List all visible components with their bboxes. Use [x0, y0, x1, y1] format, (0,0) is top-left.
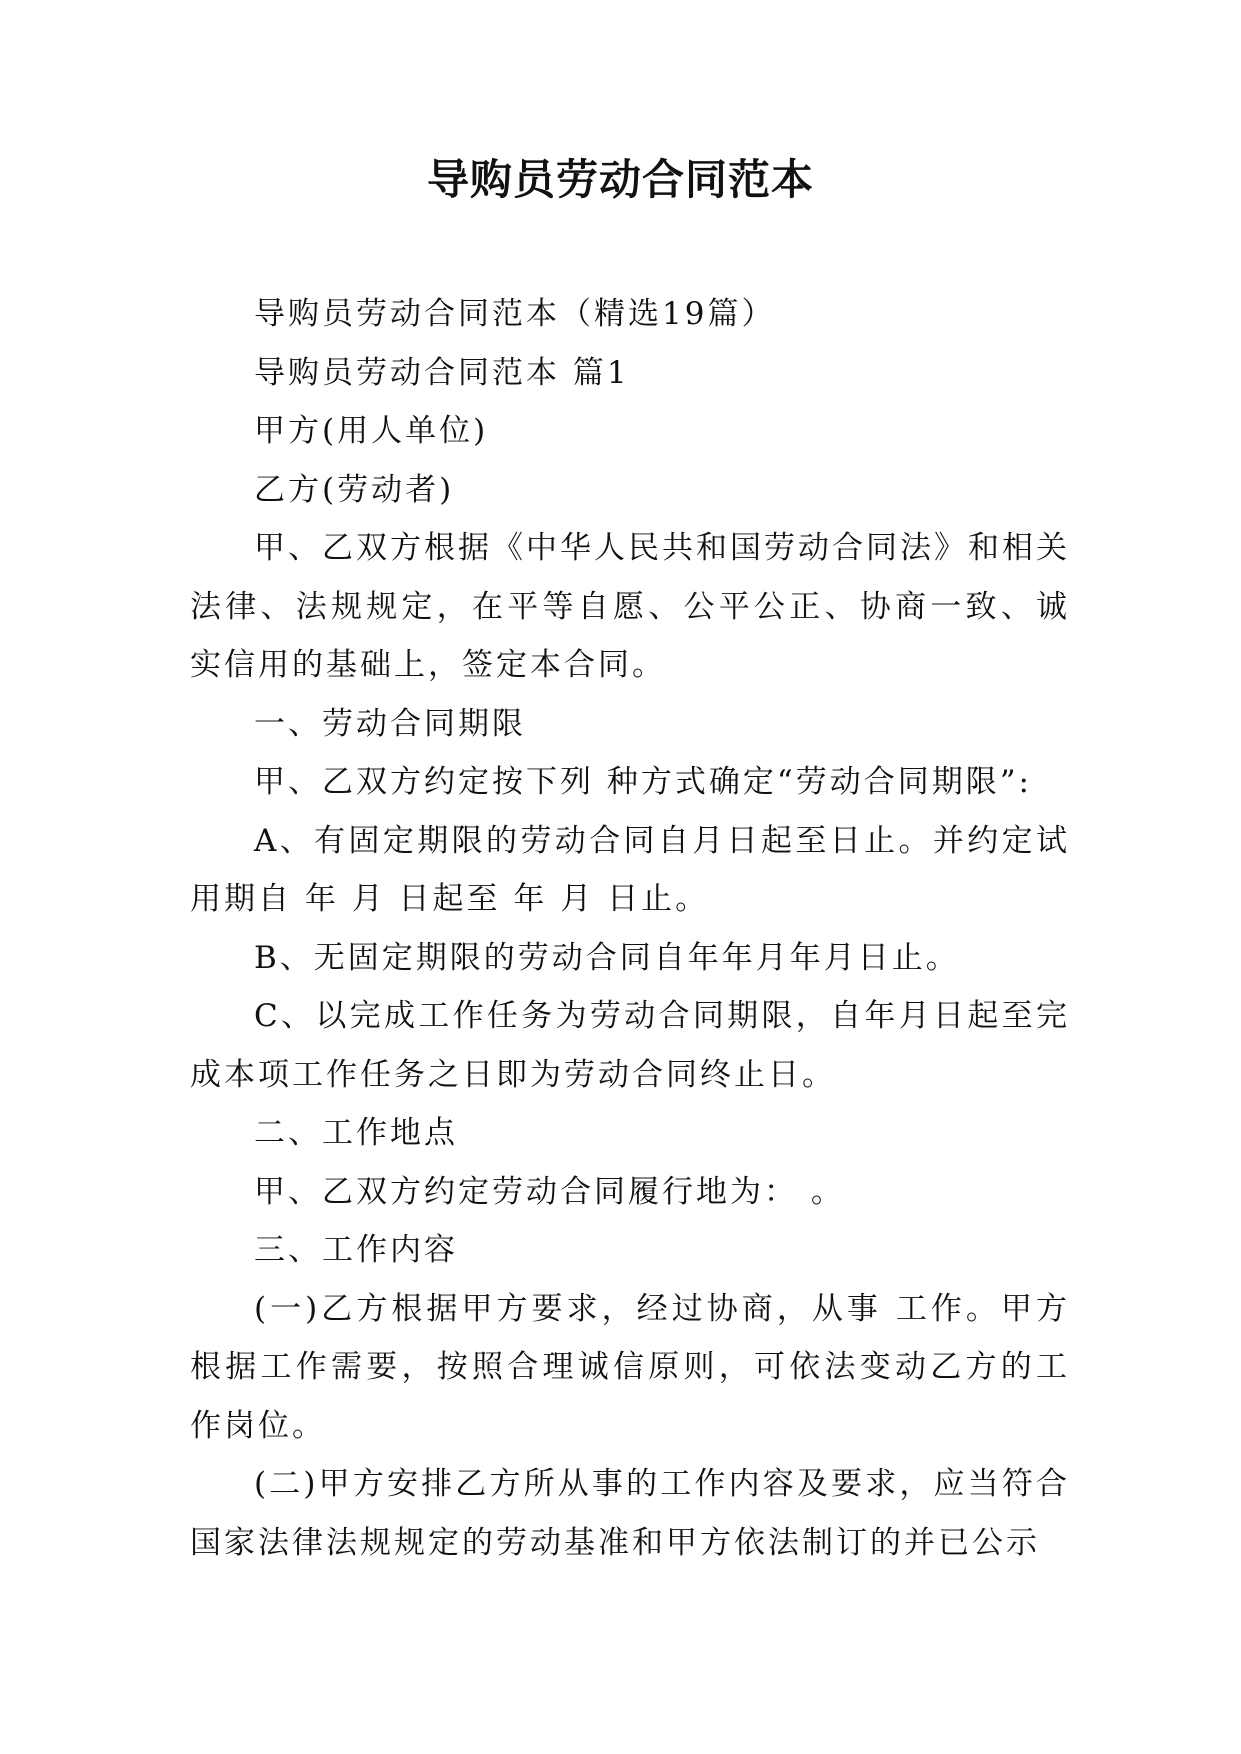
paragraph-party-b: 乙方(劳动者)	[254, 471, 455, 508]
document-body	[190, 285, 1070, 1572]
paragraph-work-content-1: (一)乙方根据甲方要求，经过协商，从事 工作。甲方根据工作需要，按照合理诚信原则，可依法变动乙方的工作岗位。	[190, 1290, 1070, 1444]
paragraph-term-c: C、以完成工作任务为劳动合同期限，自年月日起至完成本项工作任务之日即为劳动合同终止日。	[190, 998, 1070, 1093]
paragraph-term-method: 甲、乙双方约定按下列 种方式确定“劳动合同期限”:	[254, 764, 1032, 800]
heading-work-location: 二、工作地点	[254, 1115, 458, 1151]
paragraph-section-heading: 导购员劳动合同范本 篇1	[254, 354, 630, 391]
paragraph-work-location: 甲、乙双方约定劳动合同履行地为： 。	[254, 1173, 845, 1210]
heading-contract-term: 一、劳动合同期限	[254, 705, 526, 742]
paragraph-party-a: 甲方(用人单位)	[254, 413, 489, 449]
paragraph-preamble: 甲、乙双方根据《中华人民共和国劳动合同法》和相关法律、法规规定，在平等自愿、公平公正、协商一致、诚实信用的基础上，签定本合同。	[190, 530, 1070, 683]
paragraph-term-b: B、无固定期限的劳动合同自年年月年月日止。	[254, 939, 960, 976]
paragraph-work-content-2: (二)甲方安排乙方所从事的工作内容及要求，应当符合国家法律法规规定的劳动基准和甲方依法制订的并已公示	[190, 1466, 1070, 1561]
heading-work-content: 三、工作内容	[254, 1232, 458, 1268]
paragraph-subtitle: 导购员劳动合同范本（精选19篇）	[254, 296, 776, 332]
paragraph-term-a: A、有固定期限的劳动合同自月日起至日止。并约定试用期自 年 月 日起至 年 月 日止。	[190, 822, 1070, 917]
document-title: 导购员劳动合同范本	[426, 155, 814, 204]
